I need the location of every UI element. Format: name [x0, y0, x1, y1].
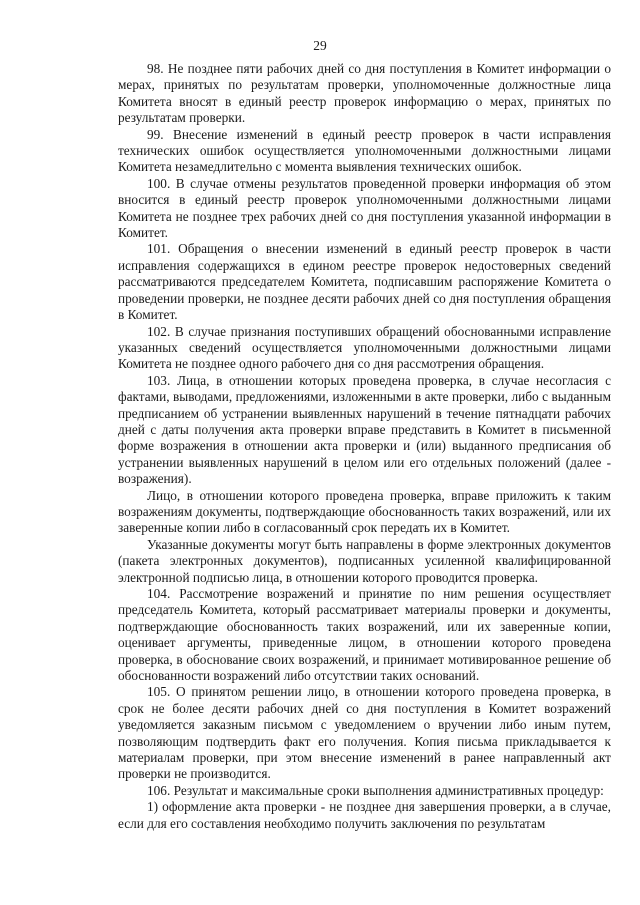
paragraph-103: 103. Лица, в отношении которых проведена проверка, в случае несогласия с фактами, выводами, предложениями, изложенными в акте проверки, либо с выданным предписанием об устранении выявленных нарушений в течение пятнадцати рабочих дней с даты получения акта проверки вправе представить в Комитет в письменной форме возражения в отношении акта проверки и (или) выданного предписания об устранении выявленных нарушений в целом или его отдельных положений (далее - возражения). — [118, 372, 611, 487]
paragraph-103-attachments: Лицо, в отношении которого проведена проверка, вправе приложить к таким возражениям документы, подтверждающие обоснованность таких возражений, или их заверенные копии либо в согласованный срок передать их в Комитет. — [118, 487, 611, 536]
paragraph-106: 106. Результат и максимальные сроки выполнения административных процедур: — [147, 782, 604, 798]
paragraph-103-electronic: Указанные документы могут быть направлены в форме электронных документов (пакета электронных документов), подписанных усиленной квалифицированной электронной подписью лица, в отношении которого проводится проверка. — [118, 536, 611, 585]
paragraph-100: 100. В случае отмены результатов проведенной проверки информация об этом вносится в единый реестр проверок уполномоченными должностными лицами Комитета не позднее трех рабочих дней со дня поступления указанной информации в Комитет. — [118, 175, 611, 241]
paragraph-104: 104. Рассмотрение возражений и принятие по ним решения осуществляет председатель Комитета, который рассматривает материалы проверки и документы, подтверждающие обоснованность таких возражений, или их заверенные копии, оценивает аргументы, приведенные лицом, в отношении которого проведена проверка, в обоснование своих возражений, и принимает мотивированное решение об обоснованности возражений либо отсутствии таких оснований. — [118, 586, 611, 684]
document-body — [118, 61, 611, 832]
paragraph-102: 102. В случае признания поступивших обращений обоснованными исправление указанных сведений осуществляется уполномоченными должностными лицами Комитета не позднее одного рабочего дня со дня рассмотрения обращения. — [118, 323, 611, 372]
paragraph-105: 105. О принятом решении лицо, в отношении которого проведена проверка, в срок не более десяти рабочих дней со дня поступления в Комитет возражений уведомляется заказным письмом с уведомлением о вручении либо иным путем, позволяющим подтвердить факт его получения. Копия письма прикладывается к материалам проверки, при этом внесение изменений в ранее направленный акт проверки не производится. — [118, 684, 611, 782]
page-number: 29 — [313, 38, 327, 53]
paragraph-106-item-1: 1) оформление акта проверки - не позднее дня завершения проверки, а в случае, если для его составления необходимо получить заключения по результатам — [118, 799, 611, 831]
paragraph-99: 99. Внесение изменений в единый реестр проверок в части исправления технических ошибок осуществляется уполномоченными должностными лицами Комитета незамедлительно с момента выявления технических ошибок. — [118, 126, 611, 175]
paragraph-98: 98. Не позднее пяти рабочих дней со дня поступления в Комитет информации о мерах, принятых по результатам проверки, уполномоченные должностные лица Комитета вносят в единый реестр проверок информацию о мерах, принятых по результатам проверки. — [118, 61, 611, 126]
paragraph-101: 101. Обращения о внесении изменений в единый реестр проверок в части исправления содержащихся в едином реестре проверок недостоверных сведений рассматриваются председателем Комитета, подписавшим распоряжение Комитета о проведении проверки, не позднее десяти рабочих дней со дня поступления обращения в Комитет. — [118, 241, 611, 323]
